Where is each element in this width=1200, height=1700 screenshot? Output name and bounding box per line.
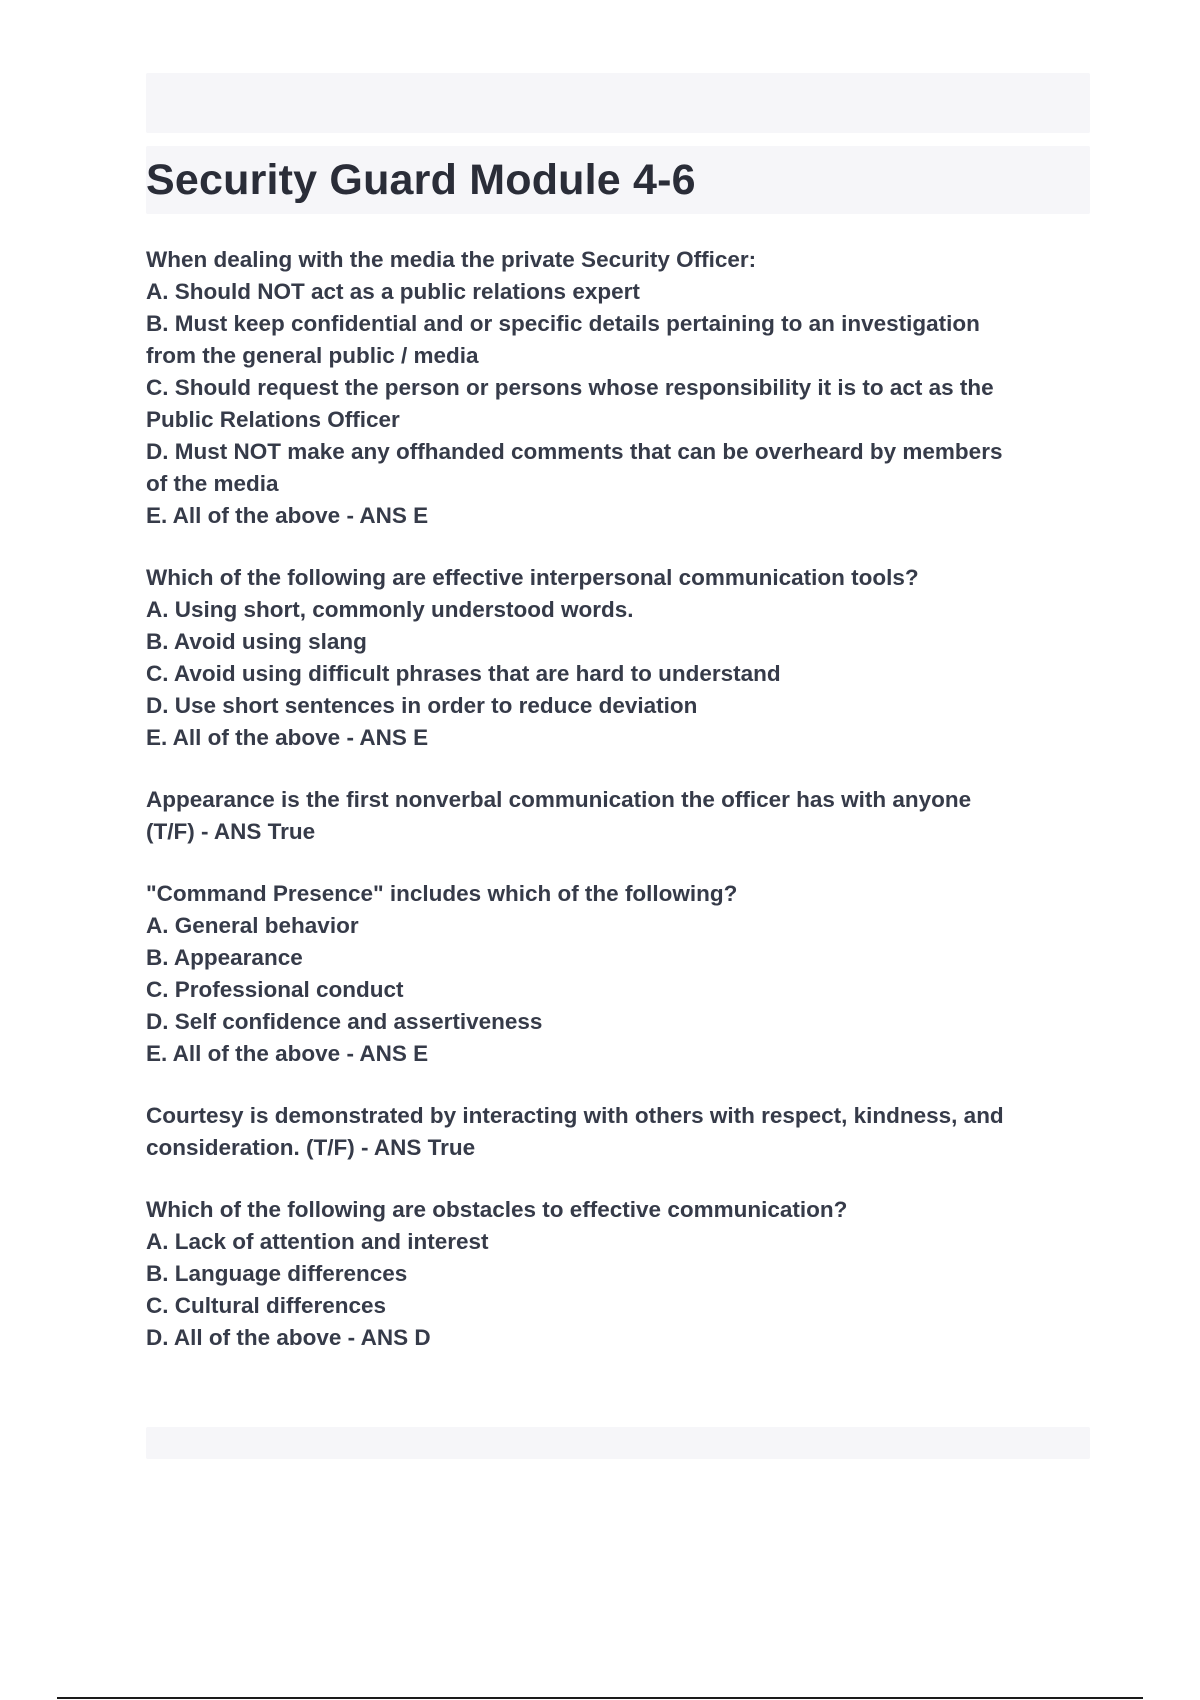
answer-option: D. Must NOT make any offhanded comments that can be overheard by members xyxy=(146,439,1003,464)
questions-list xyxy=(146,244,1090,1354)
question-line: Appearance is the first nonverbal communication the officer has with anyone xyxy=(146,787,972,812)
title-band xyxy=(146,146,1090,214)
answer-option: C. Cultural differences xyxy=(146,1293,387,1318)
question-block xyxy=(146,562,1090,754)
answer-option: A. Lack of attention and interest xyxy=(146,1229,489,1254)
question-line: When dealing with the media the private Security Officer: xyxy=(146,247,757,272)
footer-rule xyxy=(57,1697,1143,1699)
answer-option: B. Appearance xyxy=(146,945,303,970)
answer-option: A. General behavior xyxy=(146,913,359,938)
answer-option: of the media xyxy=(146,471,279,496)
answer-option: B. Must keep confidential and or specific details pertaining to an investigation xyxy=(146,311,980,336)
answer-key-line: E. All of the above - ANS E xyxy=(146,1041,429,1066)
question-line: Which of the following are obstacles to effective communication? xyxy=(146,1197,848,1222)
answer-option: B. Language differences xyxy=(146,1261,408,1286)
answer-option: C. Should request the person or persons whose responsibility it is to act as the xyxy=(146,375,994,400)
question-block xyxy=(146,1194,1090,1354)
answer-option: B. Avoid using slang xyxy=(146,629,367,654)
question-block xyxy=(146,244,1090,532)
document-title: Security Guard Module 4-6 xyxy=(146,155,696,204)
answer-key-line: (T/F) - ANS True xyxy=(146,819,316,844)
answer-option: D. Self confidence and assertiveness xyxy=(146,1009,543,1034)
footer-band xyxy=(146,1427,1090,1459)
question-line: "Command Presence" includes which of the following? xyxy=(146,881,738,906)
question-block xyxy=(146,1100,1090,1164)
question-block xyxy=(146,784,1090,848)
question-block xyxy=(146,878,1090,1070)
answer-option: A. Should NOT act as a public relations expert xyxy=(146,279,640,304)
answer-option: from the general public / media xyxy=(146,343,479,368)
answer-option: A. Using short, commonly understood words. xyxy=(146,597,634,622)
header-band xyxy=(146,73,1090,133)
answer-key-line: consideration. (T/F) - ANS True xyxy=(146,1135,476,1160)
answer-key-line: E. All of the above - ANS E xyxy=(146,725,429,750)
answer-option: C. Avoid using difficult phrases that are hard to understand xyxy=(146,661,781,686)
question-line: Courtesy is demonstrated by interacting with others with respect, kindness, and xyxy=(146,1103,1004,1128)
answer-option: Public Relations Officer xyxy=(146,407,400,432)
answer-key-line: E. All of the above - ANS E xyxy=(146,503,429,528)
answer-key-line: D. All of the above - ANS D xyxy=(146,1325,431,1350)
answer-option: C. Professional conduct xyxy=(146,977,404,1002)
question-line: Which of the following are effective interpersonal communication tools? xyxy=(146,565,919,590)
document-page xyxy=(146,73,1090,1384)
answer-option: D. Use short sentences in order to reduce deviation xyxy=(146,693,698,718)
